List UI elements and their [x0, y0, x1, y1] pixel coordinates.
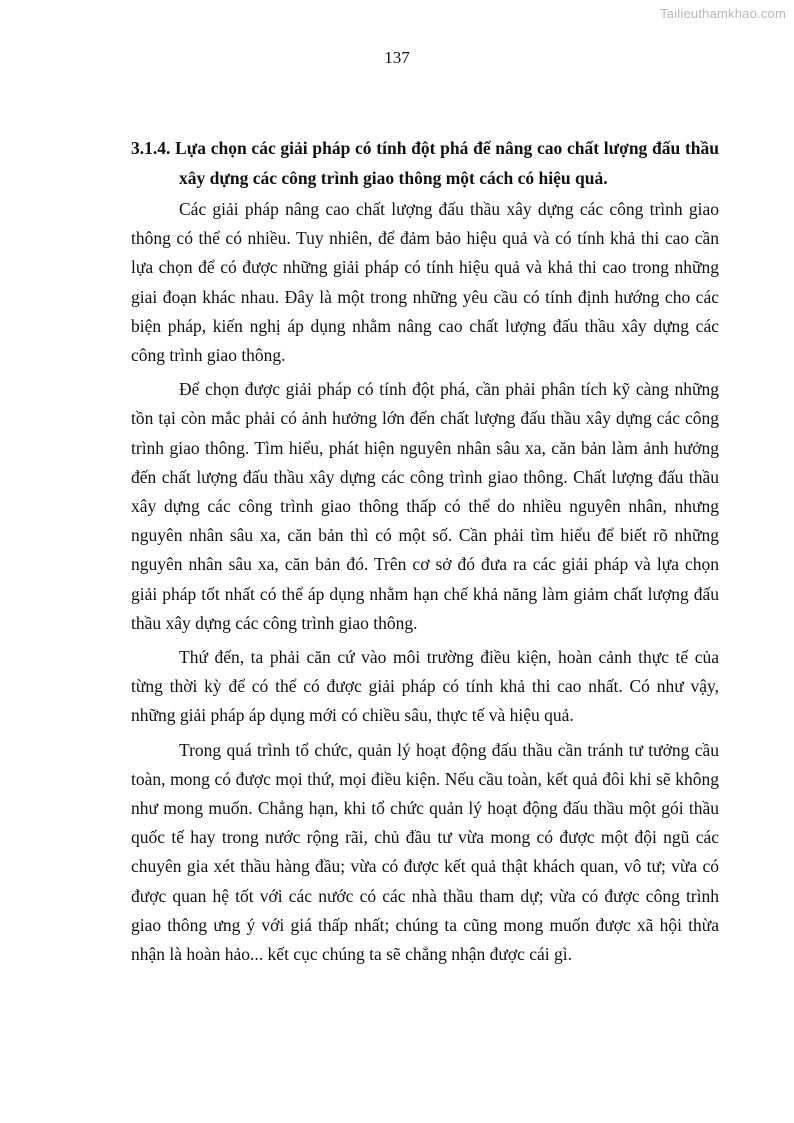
paragraph: Trong quá trình tổ chức, quản lý hoạt động đấu thầu cần tránh tư tưởng cầu toàn, mong có được mọi thứ, mọi điều kiện. Nếu cầu toàn, kết quả đôi khi sẽ không như mong muốn. Chẳng hạn, khi tổ chức quản lý hoạt động đấu thầu một gói thầu quốc tế hay trong nước rộng rãi, chủ đầu tư vừa mong có được một đội ngũ các chuyên gia xét thầu hàng đầu; vừa có được kết quả thật khách quan, vô tư; vừa có được quan hệ tốt với các nước có các nhà thầu tham dự; vừa có được công trình giao thông ưng ý với giá thấp nhất; chúng ta cũng mong muốn được xã hội thừa nhận là hoàn hảo... kết cục chúng ta sẽ chẳng nhận được cái gì.: [131, 739, 719, 965]
paragraph: Các giải pháp nâng cao chất lượng đấu thầu xây dựng các công trình giao thông có thể có nhiều. Tuy nhiên, để đảm bảo hiệu quả và có tính khả thi cao cần lựa chọn để có được những giải pháp có tính hiệu quả và khả thi cao trong những giai đoạn khác nhau. Đây là một trong những yêu cầu có tính định hướng cho các biện pháp, kiến nghị áp dụng nhằm nâng cao chất lượng đấu thầu xây dựng các công trình giao thông.: [131, 199, 719, 366]
paragraph: Thứ đến, ta phải căn cứ vào môi trường điều kiện, hoàn cảnh thực tế của từng thời kỳ để có thể có được giải pháp có tính khả thi cao nhất. Có như vậy, những giải pháp áp dụng mới có chiều sâu, thực tế và hiệu quả.: [131, 647, 719, 726]
section-heading: 3.1.4. Lựa chọn các giải pháp có tính đột phá để nâng cao chất lượng đấu thầu xây dựng các công trình giao thông một cách có hiệu quả.: [131, 138, 719, 188]
page-number: 137: [384, 48, 410, 67]
document-body: [131, 133, 719, 974]
paragraph: Để chọn được giải pháp có tính đột phá, cần phải phân tích kỹ càng những tồn tại còn mắc phải có ảnh hưởng lớn đến chất lượng đấu thầu xây dựng các công trình giao thông. Tìm hiểu, phát hiện nguyên nhân sâu xa, căn bản làm ảnh hưởng đến chất lượng đấu thầu xây dựng các công trình giao thông. Chất lượng đấu thầu xây dựng các công trình giao thông thấp có thể do nhiều nguyên nhân, nhưng nguyên nhân sâu xa, căn bản thì có một số. Cần phải tìm hiểu để biết rõ những nguyên nhân sâu xa, căn bản đó. Trên cơ sở đó đưa ra các giải pháp và lựa chọn giải pháp tốt nhất có thể áp dụng nhằm hạn chế khả năng làm giảm chất lượng đấu thầu xây dựng các công trình giao thông.: [131, 379, 719, 633]
watermark: Tailieuthamkhao.com: [660, 6, 786, 21]
